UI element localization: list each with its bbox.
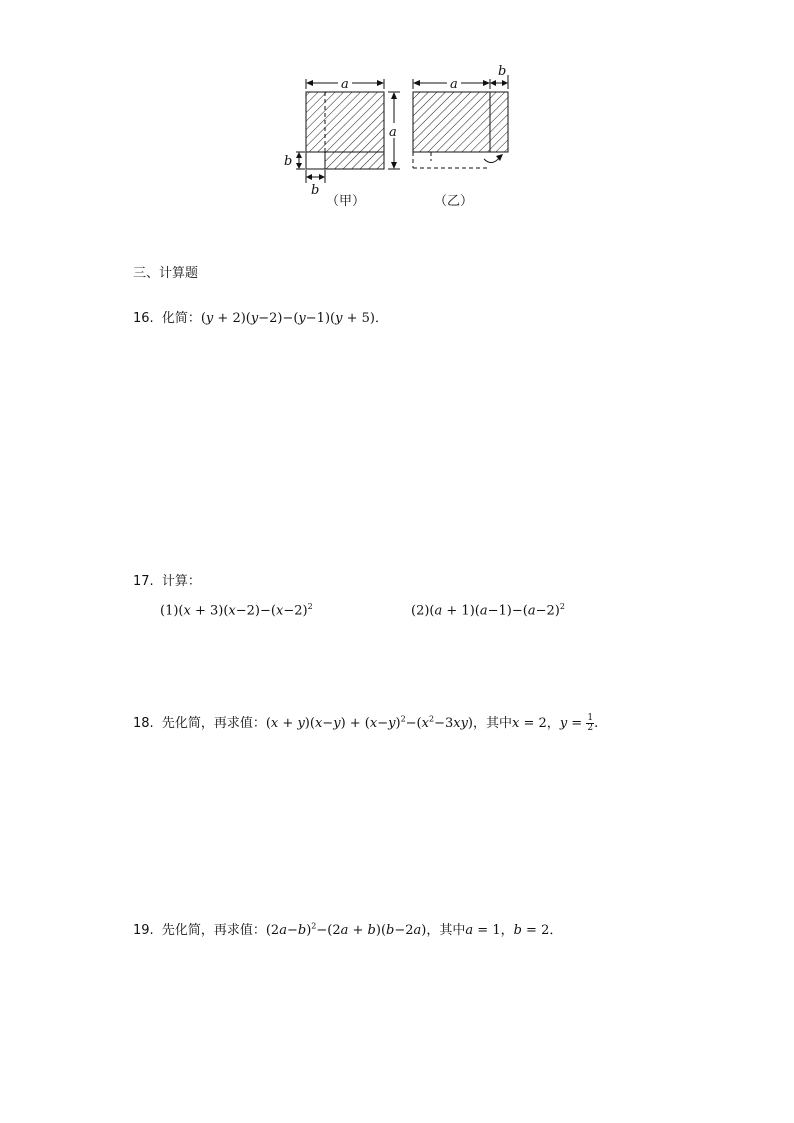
figure-yi (413, 64, 508, 209)
q17-prefix: 计算： (161, 574, 201, 589)
q19-prefix: 先化简，再求值： (161, 923, 266, 938)
label-a-top-left: a (341, 77, 349, 92)
q18-prefix: 先化简，再求值： (161, 716, 266, 731)
q18-number: 18. (133, 716, 154, 731)
caption-jia: （甲） (326, 194, 366, 209)
label-b-bottom-left: b (311, 183, 320, 198)
q18-expression: $(x + y)(x-y) + (x-y)^2-(x^2-3xy)$ (265, 714, 473, 731)
q17-part2: $(2)(a + 1)(a-1)-(a-2)^2$ (411, 602, 565, 619)
label-b-side-left: b (284, 154, 293, 169)
caption-yi: （乙） (434, 194, 474, 209)
q19-expression: $(2a-b)^2-(2a + b)(b-2a)$ (265, 921, 427, 938)
q19-values: a = 1，b = 2． (465, 923, 563, 938)
q19-number: 19. (133, 923, 154, 938)
label-a-top-right: a (450, 77, 458, 92)
q17-number: 17. (133, 574, 154, 589)
question-19: 19. 先化简，再求值：$(2a-b)^2-(2a + b)(b-2a)$，其中a = 1，b = 2． (133, 921, 563, 938)
label-b-top-right: b (498, 64, 507, 79)
q17-part1: $(1)(x + 3)(x-2)-(x-2)^2$ (160, 602, 313, 619)
section-title: 三、计算题 (133, 266, 199, 281)
question-18: 18. 先化简，再求值：$(x + y)(x-y) + (x-y)^2-(x^2-3xy)$，其中x = 2，y = $\frac{1}{2}$ . (133, 713, 599, 733)
label-a-side-left: a (389, 125, 397, 140)
q16-expression: (y + 2)(y−2)−(y−1)(y + 5)． (200, 311, 388, 326)
figure-jia (284, 75, 401, 209)
question-17 (133, 570, 201, 589)
q16-number: 16. (133, 311, 154, 326)
q16-prefix: 化简： (161, 311, 201, 326)
q18-values: x = 2，y = $\frac{1}{2}$ . (512, 713, 599, 733)
question-16 (133, 307, 388, 326)
geometry-figure (270, 55, 530, 215)
